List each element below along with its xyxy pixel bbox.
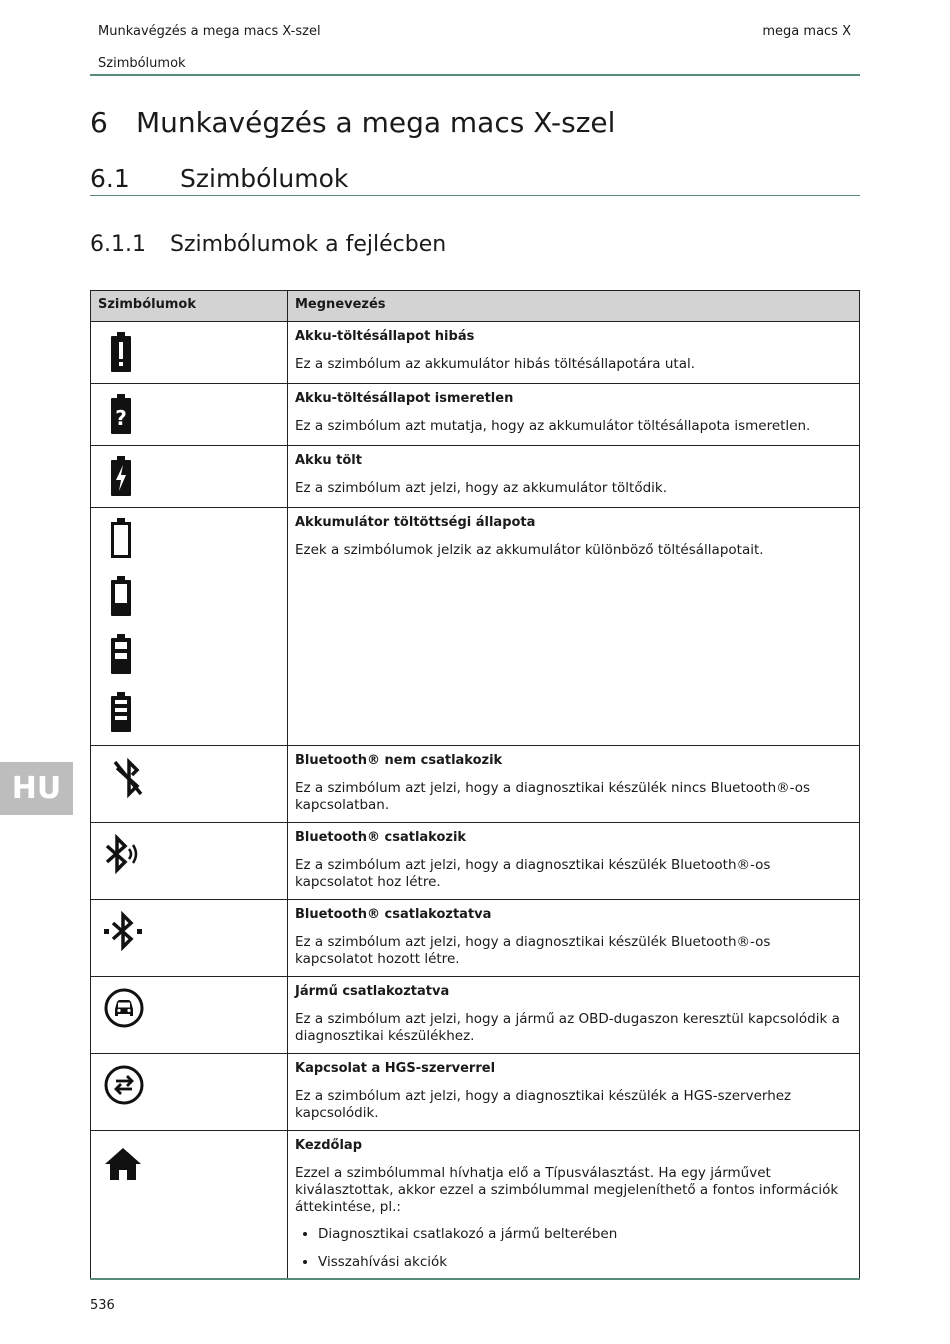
table-row xyxy=(91,1131,860,1280)
heading-2 xyxy=(90,164,348,193)
symbol-cell xyxy=(91,823,288,900)
table-header-row xyxy=(91,291,860,322)
symbol-title: Bluetooth® csatlakozik xyxy=(295,830,467,845)
symbol-description: Ez a szimbólum azt jelzi, hogy a diagnosztikai készülék Bluetooth®-os kapcsolatot hoz létre. xyxy=(295,857,771,890)
description-cell xyxy=(288,322,860,384)
table-row xyxy=(91,384,860,446)
bullet-list xyxy=(295,1226,852,1271)
symbol-description: Ez a szimbólum azt jelzi, hogy a diagnosztikai készülék Bluetooth®-os kapcsolatot hozott létre. xyxy=(295,934,771,967)
table-row xyxy=(91,322,860,384)
table-row xyxy=(91,508,860,746)
symbol-description: Ezzel a szimbólummal hívhatja elő a Típusválasztást. Ha egy járművet kiválasztottak, akkor ezzel a szimbólummal megjeleníthető a fontos információk áttekintése, pl.: xyxy=(295,1165,839,1215)
server-sync-icon xyxy=(103,1064,145,1106)
bluetooth-connected-icon xyxy=(101,910,145,954)
description-cell xyxy=(288,746,860,823)
symbol-title: Akku-töltésállapot ismeretlen xyxy=(295,391,514,406)
battery-charging-icon xyxy=(109,456,133,496)
heading-3 xyxy=(90,232,446,257)
symbol-cell xyxy=(91,900,288,977)
symbol-cell xyxy=(91,1054,288,1131)
column-header-symbols: Szimbólumok xyxy=(91,291,288,322)
battery-unknown-icon xyxy=(109,394,133,434)
symbol-description: Ez a szimbólum az akkumulátor hibás töltésállapotára utal. xyxy=(295,356,696,372)
car-connected-icon xyxy=(103,987,145,1029)
bluetooth-disabled-icon xyxy=(109,756,149,800)
battery-empty-icon xyxy=(109,518,133,558)
symbol-cell xyxy=(91,746,288,823)
heading-1 xyxy=(90,106,615,139)
table-row xyxy=(91,977,860,1054)
symbol-title: Kezdőlap xyxy=(295,1138,362,1153)
battery-medium-icon xyxy=(109,634,133,674)
symbol-title: Bluetooth® nem csatlakozik xyxy=(295,753,503,768)
symbol-title: Akku tölt xyxy=(295,453,362,468)
heading-2-number: 6.1 xyxy=(90,164,130,193)
table-row xyxy=(91,823,860,900)
symbol-description: Ez a szimbólum azt jelzi, hogy az akkumulátor töltődik. xyxy=(295,480,668,496)
symbol-description: Ezek a szimbólumok jelzik az akkumulátor különböző töltésállapotait. xyxy=(295,542,764,558)
symbol-title: Akkumulátor töltöttségi állapota xyxy=(295,515,536,530)
header-section: Szimbólumok xyxy=(98,56,186,71)
symbols-table xyxy=(90,290,860,1280)
table-row xyxy=(91,1054,860,1131)
battery-full-icon xyxy=(109,692,133,732)
header-product: mega macs X xyxy=(762,24,851,39)
description-cell xyxy=(288,384,860,446)
symbol-cell xyxy=(91,1131,288,1280)
heading-3-number: 6.1.1 xyxy=(90,232,146,257)
description-cell xyxy=(288,446,860,508)
battery-low-icon xyxy=(109,576,133,616)
heading-1-number: 6 xyxy=(90,106,108,139)
home-icon xyxy=(103,1144,143,1184)
description-cell xyxy=(288,508,860,746)
symbol-cell xyxy=(91,446,288,508)
heading-2-rule xyxy=(90,195,860,196)
symbol-cell xyxy=(91,322,288,384)
description-cell xyxy=(288,900,860,977)
description-cell xyxy=(288,977,860,1054)
description-cell xyxy=(288,823,860,900)
symbol-title: Jármű csatlakoztatva xyxy=(295,984,450,999)
symbol-cell xyxy=(91,977,288,1054)
description-cell xyxy=(288,1054,860,1131)
page-number: 536 xyxy=(90,1298,115,1313)
svg-text:?: ? xyxy=(115,406,127,430)
symbol-cell xyxy=(91,384,288,446)
symbol-title: Kapcsolat a HGS-szerverrel xyxy=(295,1061,496,1076)
battery-error-icon xyxy=(109,332,133,372)
heading-2-text: Szimbólumok xyxy=(180,164,349,193)
list-item: • Visszahívási akciók xyxy=(318,1254,852,1271)
symbol-description: Ez a szimbólum azt jelzi, hogy a jármű az OBD-dugaszon keresztül kapcsolódik a diagnosztikai készülékhez. xyxy=(295,1011,840,1044)
table-row xyxy=(91,900,860,977)
symbol-description: Ez a szimbólum azt jelzi, hogy a diagnosztikai készülék nincs Bluetooth®-os kapcsolatban. xyxy=(295,780,811,813)
heading-3-text: Szimbólumok a fejlécben xyxy=(170,232,447,257)
symbol-description: Ez a szimbólum azt mutatja, hogy az akkumulátor töltésállapota ismeretlen. xyxy=(295,418,811,434)
header-rule xyxy=(90,74,860,76)
symbol-cell xyxy=(91,508,288,746)
symbol-description: Ez a szimbólum azt jelzi, hogy a diagnosztikai készülék a HGS-szerverhez kapcsolódik. xyxy=(295,1088,792,1121)
symbol-title: Bluetooth® csatlakoztatva xyxy=(295,907,492,922)
column-header-names: Megnevezés xyxy=(288,291,860,322)
symbol-title: Akku-töltésállapot hibás xyxy=(295,329,475,344)
table-row xyxy=(91,446,860,508)
header-chapter: Munkavégzés a mega macs X-szel xyxy=(98,24,321,39)
language-tab: HU xyxy=(0,762,73,815)
heading-1-text: Munkavégzés a mega macs X-szel xyxy=(136,106,616,139)
table-row xyxy=(91,746,860,823)
footer-rule xyxy=(90,1278,860,1280)
list-item: • Diagnosztikai csatlakozó a jármű belterében xyxy=(318,1226,852,1243)
description-cell xyxy=(288,1131,860,1280)
bluetooth-searching-icon xyxy=(101,833,145,877)
